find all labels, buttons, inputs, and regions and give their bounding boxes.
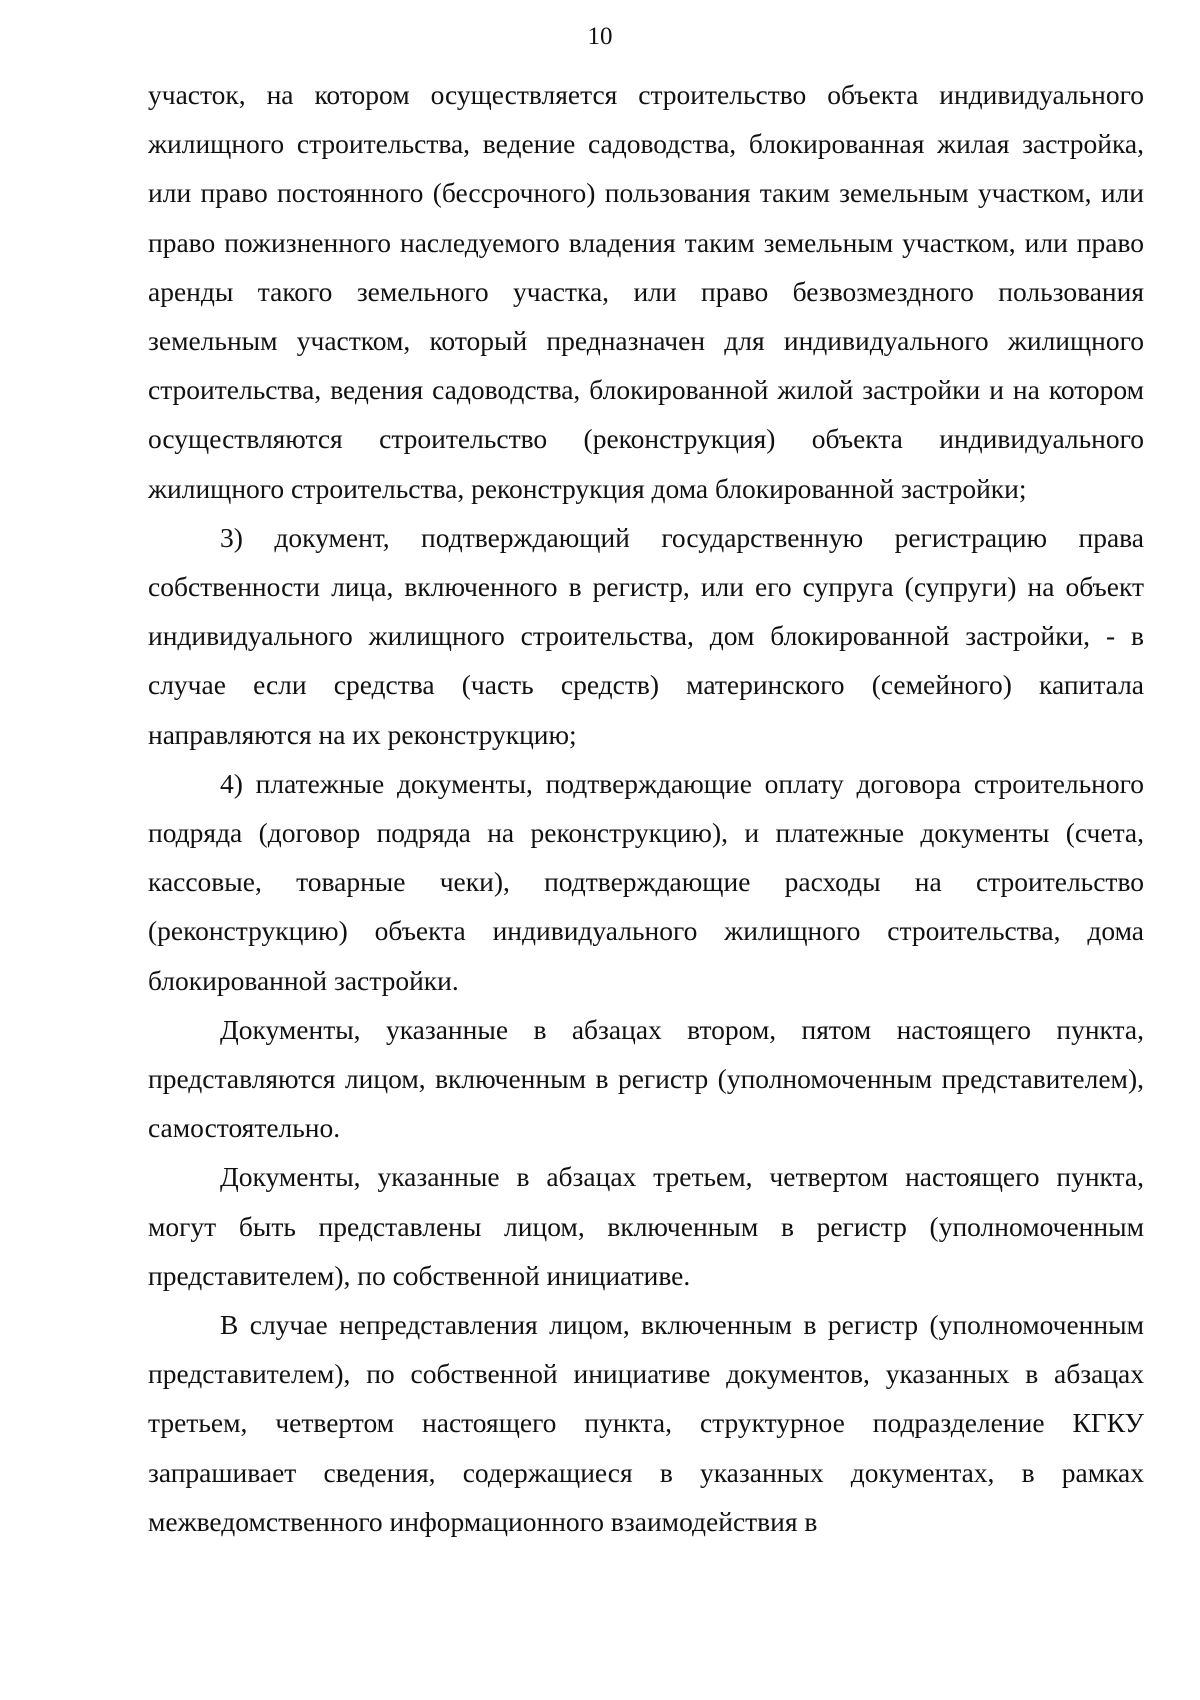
document-body (148, 70, 1144, 1546)
page-number: 10 (587, 23, 613, 50)
paragraph: участок, на котором осуществляется строительство объекта индивидуального жилищного строительства, ведение садоводства, блокированная жилая застройка, или право постоянного (бессрочного) пользования таким земельным участком, или право пожизненного наследуемого владения таким земельным участком, или право аренды такого земельного участка, или право безвозмездного пользования земельным участком, который предназначен для индивидуального жилищного строительства, ведения садоводства, блокированной жилой застройки и на котором осуществляются строительство (реконструкция) объекта индивидуального жилищного строительства, реконструкция дома блокированной застройки; (148, 79, 1144, 504)
paragraph: 3) документ, подтверждающий государственную регистрацию права собственности лица, включенного в регистр, или его супруга (супруги) на объект индивидуального жилищного строительства, дом блокированной застройки, - в случае если средства (часть средств) материнского (семейного) капитала направляются на их реконструкцию; (148, 521, 1144, 750)
paragraph: Документы, указанные в абзацах третьем, четвертом настоящего пункта, могут быть представлены лицом, включенным в регистр (уполномоченным представителем), по собственной инициативе. (148, 1161, 1144, 1291)
paragraph: В случае непредставления лицом, включенным в регистр (уполномоченным представителем), по собственной инициативе документов, указанных в абзацах третьем, четвертом настоящего пункта, структурное подразделение КГКУ запрашивает сведения, содержащиеся в указанных документах, в рамках межведомственного информационного взаимодействия в (148, 1309, 1144, 1537)
paragraph: 4) платежные документы, подтверждающие оплату договора строительного подряда (договор подряда на реконструкцию), и платежные документы (счета, кассовые, товарные чеки), подтверждающие расходы на строительство (реконструкцию) объекта индивидуального жилищного строительства, дома блокированной застройки. (148, 767, 1144, 996)
paragraph: Документы, указанные в абзацах втором, пятом настоящего пункта, представляются лицом, включенным в регистр (уполномоченным представителем), самостоятельно. (148, 1013, 1144, 1144)
